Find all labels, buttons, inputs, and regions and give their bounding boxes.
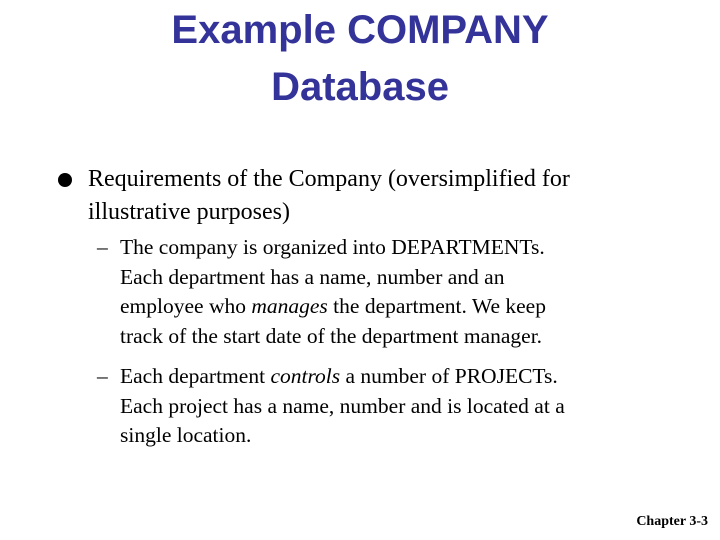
sub-bullet-line: Each project has a name, number and is located at a — [120, 393, 565, 418]
sub-bullet-line: track of the start date of the department manager. — [120, 323, 543, 348]
text-run: employee who — [120, 294, 252, 319]
dash-icon: – — [97, 235, 108, 259]
title-line-2: Database — [271, 65, 449, 109]
main-bullet-text — [88, 163, 698, 229]
main-bullet-line-1: Requirements of the Company (oversimplified for — [88, 166, 570, 192]
chapter-footer: Chapter 3-3 — [636, 514, 708, 529]
title-line-1: Example COMPANY — [171, 8, 549, 52]
emphasis-manages: manages — [251, 294, 328, 319]
main-bullet-line-2: illustrative purposes) — [88, 199, 290, 225]
sub-bullet-text — [120, 233, 660, 351]
sub-bullet-line: single location. — [120, 423, 252, 448]
sub-bullet-line: Each department has a name, number and an — [120, 264, 505, 289]
sub-bullet-line — [120, 292, 660, 322]
bullet-dot-icon — [58, 173, 72, 187]
dash-icon: – — [97, 364, 108, 388]
slide-title — [0, 2, 720, 116]
text-run: a number of PROJECTs. — [340, 364, 558, 388]
sub-bullet-line — [120, 362, 660, 392]
emphasis-controls: controls — [270, 364, 341, 388]
sub-bullet-text — [120, 362, 660, 451]
sub-bullet-line: The company is organized into DEPARTMENTs. — [120, 235, 545, 259]
text-run: the department. We keep — [327, 294, 546, 319]
text-run: Each department — [120, 364, 271, 388]
